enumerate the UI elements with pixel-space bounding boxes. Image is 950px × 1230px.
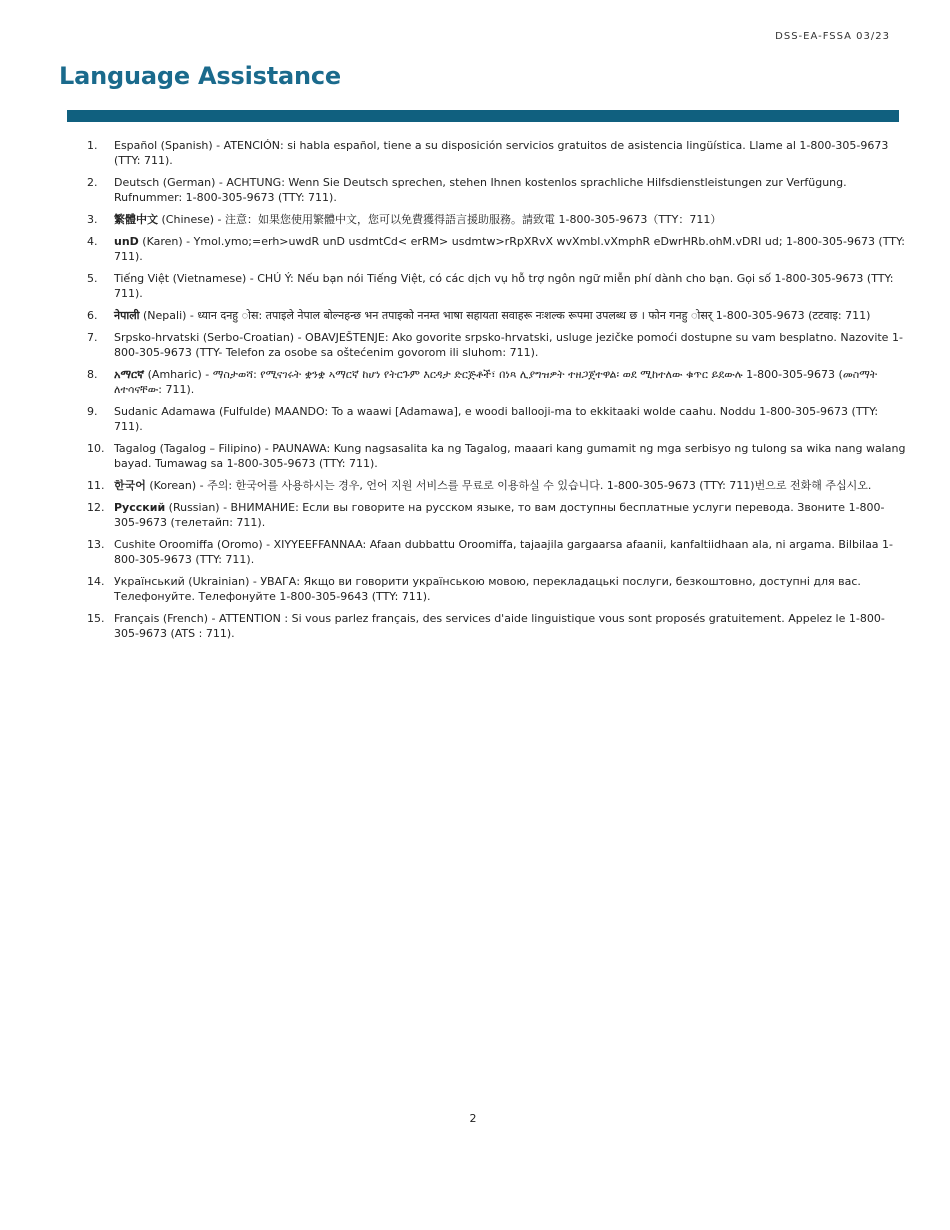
page-number: 2 bbox=[469, 1112, 477, 1125]
item-number: 7. bbox=[87, 331, 98, 344]
language-notice-text: - Ymol.ymo;=erh>uwdR unD usdmtCd< erRM> usdmtw>rRpXRvX wvXmbl.vXmphR eDwrHRb.ohM.vDRI ud; 1-800-305-9673 (TTY: 711). bbox=[114, 235, 905, 263]
language-native-name: Français bbox=[114, 612, 160, 625]
language-native-name: 한국어 bbox=[114, 479, 146, 492]
language-english-name: (Vietnamese) bbox=[169, 272, 247, 285]
language-notice-text: MAANDO: To a waawi [Adamawa], e woodi ballooji-ma to ekkitaaki wolde caahu. Noddu 1-800-305-9673 (TTY: 711). bbox=[114, 405, 879, 433]
language-item-chinese bbox=[87, 212, 907, 227]
language-item-ukrainian bbox=[87, 574, 907, 604]
language-native-name: Cushite Oroomiffa bbox=[114, 538, 214, 551]
language-native-name: Український bbox=[114, 575, 185, 588]
language-english-name: (Chinese) bbox=[158, 213, 215, 226]
language-list bbox=[87, 138, 907, 648]
item-number: 2. bbox=[87, 176, 98, 189]
item-number: 12. bbox=[87, 501, 105, 514]
language-item-amharic bbox=[87, 367, 907, 397]
language-english-name: (Karen) bbox=[138, 235, 183, 248]
language-native-name: unD bbox=[114, 235, 139, 248]
language-notice-text: - 注意：如果您使用繁體中文，您可以免費獲得語言援助服務。請致電 1-800-305-9673（TTY：711） bbox=[214, 213, 722, 226]
title-divider-bar bbox=[67, 110, 899, 122]
language-notice-text: - CHÚ Ý: Nếu bạn nói Tiếng Việt, có các dịch vụ hỗ trợ ngôn ngữ miễn phí dành cho bạn. Gọi số 1-800-305-9673 (TTY: 711). bbox=[114, 272, 894, 300]
language-item-spanish bbox=[87, 138, 907, 168]
language-english-name: (Fulfulde) bbox=[215, 405, 271, 418]
language-item-german bbox=[87, 175, 907, 205]
item-number: 9. bbox=[87, 405, 98, 418]
language-native-name: नेपाली bbox=[114, 309, 140, 322]
language-item-vietnamese bbox=[87, 271, 907, 301]
language-notice-text: - ATTENTION : Si vous parlez français, des services d'aide linguistique vous sont proposés gratuitement. Appelez le 1-800-305-9673 (ATS : 711). bbox=[114, 612, 885, 640]
item-number: 15. bbox=[87, 612, 105, 625]
item-number: 6. bbox=[87, 309, 98, 322]
language-native-name: አማርኛ bbox=[114, 368, 145, 381]
language-english-name: (Korean) bbox=[145, 479, 197, 492]
language-native-name: Srpsko-hrvatski bbox=[114, 331, 200, 344]
language-english-name: (Spanish) bbox=[157, 139, 213, 152]
language-english-name: (Ukrainian) bbox=[184, 575, 250, 588]
language-notice-text: - ማስታወሻ: የሚናገሩት ቋንቋ ኣማርኛ ከሆነ የትርጉም እርዳታ ድርጅቶች፣ በነጻ ሊያግዝዎት ተዘጋጀተዋል፡ ወደ ሚከተለው ቁጥር ይደውሉ 1-800-305-9673 (መስማት ለተሳናቸው: 711). bbox=[114, 368, 878, 396]
language-item-oromo bbox=[87, 537, 907, 567]
language-english-name: (Tagalog – Filipino) bbox=[156, 442, 262, 455]
language-native-name: Deutsch bbox=[114, 176, 160, 189]
language-notice-text: - PAUNAWA: Kung nagsasalita ka ng Tagalog, maaari kang gumamit ng mga serbisyo ng tulong sa wika nang walang bayad. Tumawag sa 1-800-305-9673 (TTY: 711). bbox=[114, 442, 906, 470]
language-english-name: (Amharic) bbox=[144, 368, 202, 381]
item-number: 5. bbox=[87, 272, 98, 285]
language-native-name: Русский bbox=[114, 501, 166, 514]
item-number: 8. bbox=[87, 368, 98, 381]
language-english-name: (German) bbox=[159, 176, 216, 189]
language-english-name: (Russian) bbox=[165, 501, 220, 514]
language-notice-text: - ACHTUNG: Wenn Sie Deutsch sprechen, stehen Ihnen kostenlos sprachliche Hilfsdienstleistungen zur Verfügung. Rufnummer: 1-800-305-9673 (TTY: 711). bbox=[114, 176, 847, 204]
item-number: 1. bbox=[87, 139, 98, 152]
language-item-fulfulde bbox=[87, 404, 907, 434]
language-item-korean bbox=[87, 478, 907, 493]
item-number: 10. bbox=[87, 442, 105, 455]
item-number: 11. bbox=[87, 479, 105, 492]
language-notice-text: - XIYYEEFFANNAA: Afaan dubbattu Oroomiffa, tajaajila gargaarsa afaanii, kanfaltiidhaan ala, ni argama. Bilbilaa 1-800-305-9673 (TTY: 711). bbox=[114, 538, 894, 566]
page-title: Language Assistance bbox=[59, 62, 341, 90]
language-item-tagalog bbox=[87, 441, 907, 471]
language-english-name: (Oromo) bbox=[213, 538, 263, 551]
language-english-name: (Nepali) bbox=[139, 309, 187, 322]
language-item-serbo-croatian bbox=[87, 330, 907, 360]
language-item-karen bbox=[87, 234, 907, 264]
document-code: DSS-EA-FSSA 03/23 bbox=[775, 31, 890, 42]
language-notice-text: - ВНИМАНИЕ: Если вы говорите на русском языке, то вам доступны бесплатные услуги перевода. Звоните 1-800-305-9673 (телетайп: 711). bbox=[114, 501, 885, 529]
language-notice-text: - 주의: 한국어를 사용하시는 경우, 언어 지원 서비스를 무료로 이용하실 수 있습니다. 1-800-305-9673 (TTY: 711)번으로 전화해 주십시오. bbox=[196, 479, 872, 492]
language-item-nepali bbox=[87, 308, 907, 323]
language-notice-text: - OBAVJEŠTENJE: Ako govorite srpsko-hrvatski, usluge jezičke pomoći dostupne su vam besplatno. Nazovite 1-800-305-9673 (TTY- Telefon za osobe sa oštećenim govorom ili sluhom: 711). bbox=[114, 331, 903, 359]
language-native-name: Español bbox=[114, 139, 158, 152]
language-english-name: (Serbo-Croatian) bbox=[199, 331, 295, 344]
language-english-name: (French) bbox=[159, 612, 208, 625]
language-native-name: Tiếng Việt bbox=[114, 272, 170, 285]
language-item-russian bbox=[87, 500, 907, 530]
language-native-name: Sudanic Adamawa bbox=[114, 405, 216, 418]
item-number: 3. bbox=[87, 213, 98, 226]
language-native-name: Tagalog bbox=[114, 442, 157, 455]
language-notice-text: - ध्यान दनहु ◌ोस: तपाइले नेपाल बोल्नहन्छ भन तपाइको ननम्त भाषा सहायता सवाहरू नःशल्क रूपमा उपलब्ध छ । फोन गनहु ◌ोसर् 1-800-305-9673 (टटवाइ: 711) bbox=[186, 309, 871, 322]
item-number: 14. bbox=[87, 575, 105, 588]
language-item-french bbox=[87, 611, 907, 641]
item-number: 13. bbox=[87, 538, 105, 551]
language-notice-text: - ATENCIÓN: si habla español, tiene a su disposición servicios gratuitos de asistencia lingüística. Llame al 1-800-305-9673 (TTY: 711). bbox=[114, 139, 889, 167]
language-native-name: 繁體中文 bbox=[114, 213, 158, 226]
item-number: 4. bbox=[87, 235, 98, 248]
language-notice-text: - УВАГА: Якщо ви говорити українською мовою, перекладацькі послуги, безкоштовно, доступні для вас. Телефонуйте. Телефонуйте 1-800-305-9643 (TTY: 711). bbox=[114, 575, 861, 603]
